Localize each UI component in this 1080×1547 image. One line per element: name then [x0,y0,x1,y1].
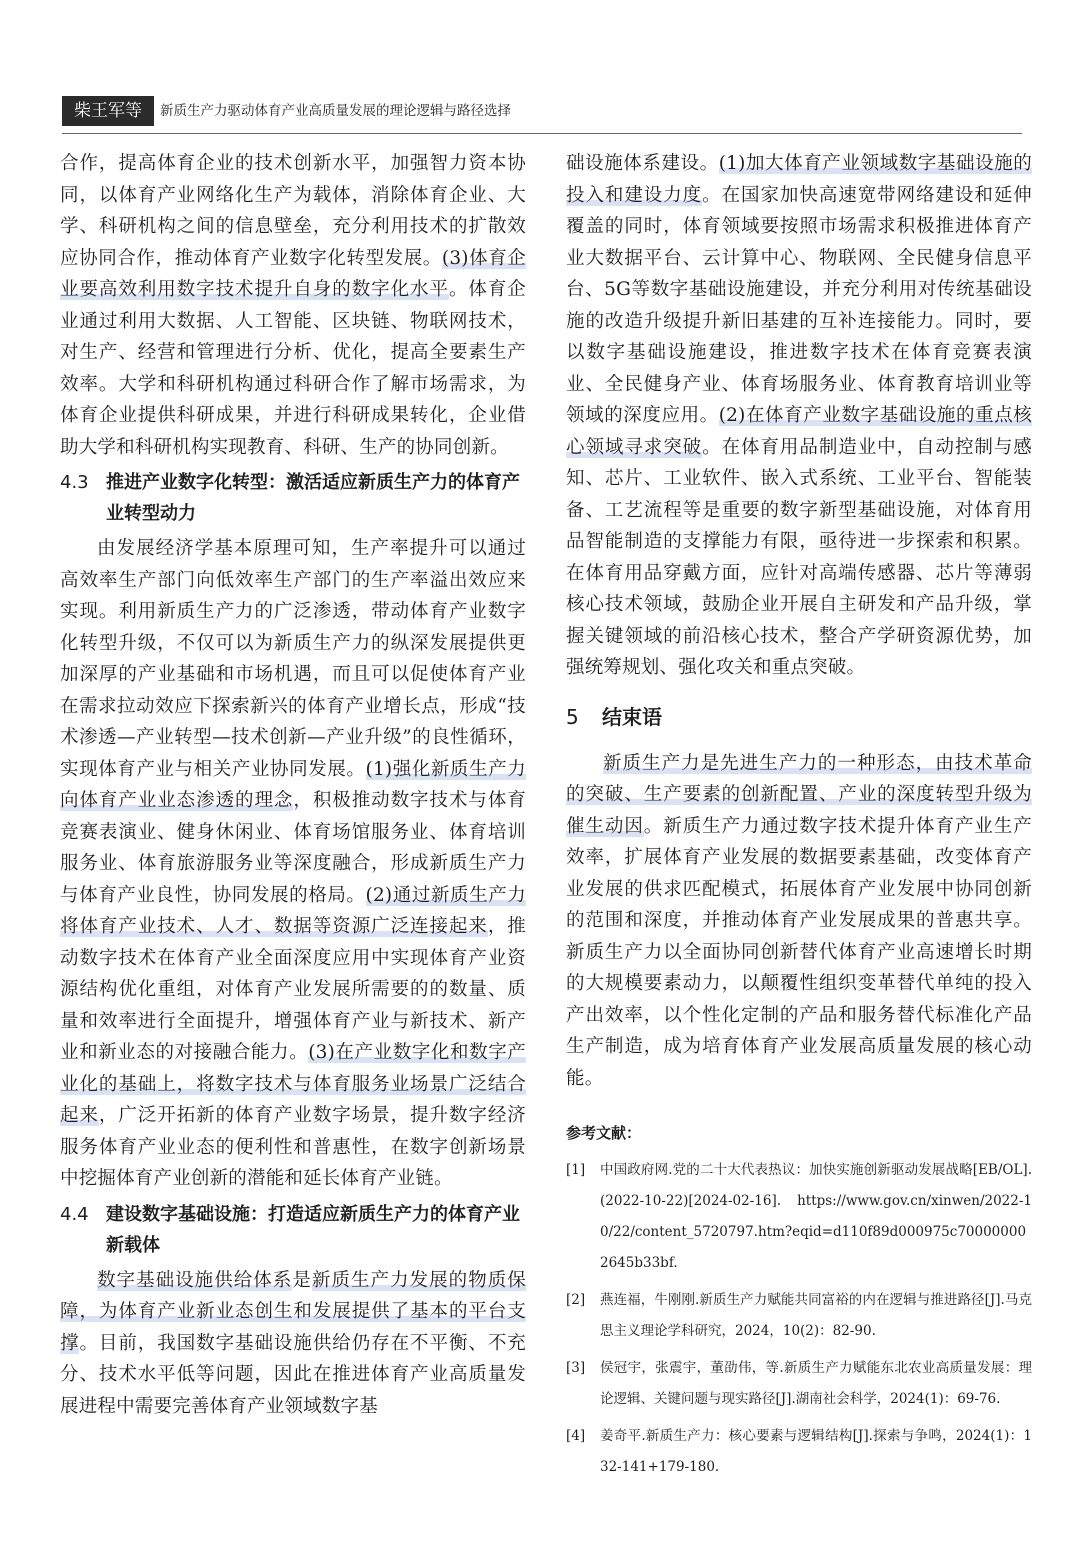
paragraph [60,533,526,1195]
reference-item [566,1353,1032,1415]
paragraph [566,148,1032,684]
text-run: ，广泛开拓新的体育产业数字场景，提升数字经济服务体育产业业态的便利性和普惠性，在数字创新场景中挖掘体育产业创新的潜能和延长体育产业链。 [60,1105,527,1189]
reference-number: [2] [566,1292,586,1308]
section-heading-5 [566,702,1032,732]
paragraph [566,748,1032,1095]
highlighted-text: (2)在体育产业数字基础设施的重点核心领域寻求突破 [566,405,1032,458]
left-column [60,148,526,1422]
section-title: 推进产业数字化转型：激活适应新质生产力的体育产业转型动力 [106,472,520,524]
reference-number: [3] [566,1360,586,1376]
section-number: 4.4 [60,1203,89,1225]
highlighted-text: (3)在产业数字化和数字产业化的基础上，将数字技术与体育服务业场景广泛结合起来 [60,1042,526,1126]
reference-item [566,1155,1032,1279]
text-run: 。新质生产力通过数字技术提升体育产业生产效率，扩展体育产业发展的数据要素基础，改变体育产业发展的供求匹配模式，拓展体育产业发展中协同创新的范围和深度，并推动体育产业发展成果的普惠共享。新质生产力以全面协同创新替代体育产业高速增长时期的大规模要素动力，以颠覆性组织变革替代单纯的投入产出效率，以个性化定制的产品和服务替代标准化产品生产制造，成为培育体育产业发展高质量发展的核心动能。 [566,815,1032,1089]
paragraph [60,148,526,463]
header-rule [62,133,1022,134]
text-run: 础设施体系建设。 [566,153,719,174]
highlighted-text: (3)体育企业要高效利用数字技术提升自身的数字化水平 [60,247,526,300]
author-tag: 柴王军等 [62,96,154,126]
reference-item [566,1421,1032,1483]
reference-list [566,1155,1032,1483]
highlighted-text: (2)通过新质生产力将体育产业技术、人才、数据等资源广泛连接起来 [60,884,527,937]
section-number: 4.3 [60,472,89,493]
section-heading-4-3 [60,467,526,529]
running-header [62,96,1022,134]
highlighted-text: (1)强化新质生产力向体育产业业态渗透的理念 [60,758,527,811]
section-number: 5 [566,704,579,729]
reference-number: [1] [566,1162,586,1178]
text-run: 。目前，我国数字基础设施供给仍存在不平衡、不充分、技术水平低等问题，因此在推进体育产业高质量发展进程中需要完善体育产业领域数字基 [60,1332,526,1417]
reference-text: 姜奇平.新质生产力：核心要素与逻辑结构[J].探索与争鸣，2024(1)：132-141+179-180. [600,1428,1032,1475]
text-run: ，积极推动数字技术与体育竞赛表演业、健身休闲业、体育场馆服务业、体育培训服务业、体育旅游服务业等深度融合，形成新质生产力与体育产业良性，协同发展的格局。 [60,790,526,906]
references-heading: 参考文献： [566,1124,642,1142]
text-run: 。在国家加快高速宽带网络建设和延伸覆盖的同时，体育领域要按照市场需求积极推进体育产业大数据平台、云计算中心、物联网、全民健身信息平台、5G等数字基础设施建设，并充分利用对传统基础设施的改造升级提升新旧基建的互补连接能力。同时，要以数字基础设施建设，推进数字技术在体育竞赛表演业、全民健身产业、体育场服务业、体育教育培训业等领域的深度应用。 [566,184,1032,426]
section-title: 建设数字基础设施：打造适应新质生产力的体育产业新载体 [106,1203,520,1256]
reference-number: [4] [566,1428,586,1444]
text-run: 由发展经济学基本原理可知，生产率提升可以通过高效率生产部门向低效率生产部门的生产率溢出效应来实现。利用新质生产力的广泛渗透，带动体育产业数字化转型升级，不仅可以为新质生产力的纵深发展提供更加深厚的产业基础和市场机遇，而且可以促使体育产业在需求拉动效应下探索新兴的体育产业增长点，形成“技术渗透—产业转型—技术创新—产业升级”的良性循环，实现体育产业与相关产业协同发展。 [60,538,526,780]
paragraph [60,1265,526,1423]
reference-text: 侯冠宇，张震宇，董劭伟，等.新质生产力赋能东北农业高质量发展：理论逻辑、关键问题与现实路径[J].湖南社会科学，2024(1)：69-76. [600,1360,1032,1407]
reference-text: 中国政府网.党的二十大代表热议：加快实施创新驱动发展战略[EB/OL].(2022-10-22)[2024-02-16]. https://www.gov.cn/xinwen/2022-10/22/content_5720797.htm?eqid=d110f89d000975c700000002645b33bf. [600,1162,1032,1271]
section-heading-4-4 [60,1199,526,1261]
text-run: 合作，提高体育企业的技术创新水平，加强智力资本协同，以体育产业网络化生产为载体，消除体育企业、大学、科研机构之间的信息壁垒，充分利用技术的扩散效应协同合作，推动体育产业数字化转型发展。 [60,153,526,269]
highlighted-text: 新质生产力发展的物质保障，为体育产业新业态创生和发展提供了基本的平台支撑 [60,1269,526,1354]
highlighted-text: 新质生产力是先进生产力的一种形态，由技术革命的突破、生产要素的创新配置、产业的深度转型升级为催生动因 [566,752,1032,837]
highlighted-text: (1)加大体育产业领域数字基础设施的投入和建设力度 [566,153,1032,206]
text-run: 是 [292,1269,312,1291]
highlighted-text: 数字基础设施供给体系 [97,1269,293,1291]
text-run: 。体育企业通过利用大数据、人工智能、区块链、物联网技术，对生产、经营和管理进行分析、优化，提高全要素生产效率。大学和科研机构通过科研合作了解市场需求，为体育企业提供科研成果，并进行科研成果转化，企业借助大学和科研机构实现教育、科研、生产的协同创新。 [60,279,526,458]
running-title: 新质生产力驱动体育产业高质量发展的理论逻辑与路径选择 [160,103,511,119]
reference-item [566,1285,1032,1347]
section-title: 结束语 [602,704,662,729]
text-run: ，推动数字技术在体育产业全面深度应用中实现体育产业资源结构优化重组，对体育产业发展所需要的的数量、质量和效率进行全面提升，增强体育产业与新技术、新产业和新业态的对接融合能力。 [60,916,526,1063]
reference-text: 燕连福，牛刚刚.新质生产力赋能共同富裕的内在逻辑与推进路径[J].马克思主义理论学科研究，2024，10(2)：82-90. [600,1292,1032,1339]
right-column [566,148,1032,1489]
text-run: 。在体育用品制造业中，自动控制与感知、芯片、工业软件、嵌入式系统、工业平台、智能装备、工艺流程等是重要的数字新型基础设施，对体育用品智能制造的支撑能力有限，亟待进一步探索和积累。在体育用品穿戴方面，应针对高端传感器、芯片等薄弱核心技术领域，鼓励企业开展自主研发和产品升级，掌握关键领域的前沿核心技术，整合产学研资源优势，加强统筹规划、强化攻关和重点突破。 [566,436,1032,678]
